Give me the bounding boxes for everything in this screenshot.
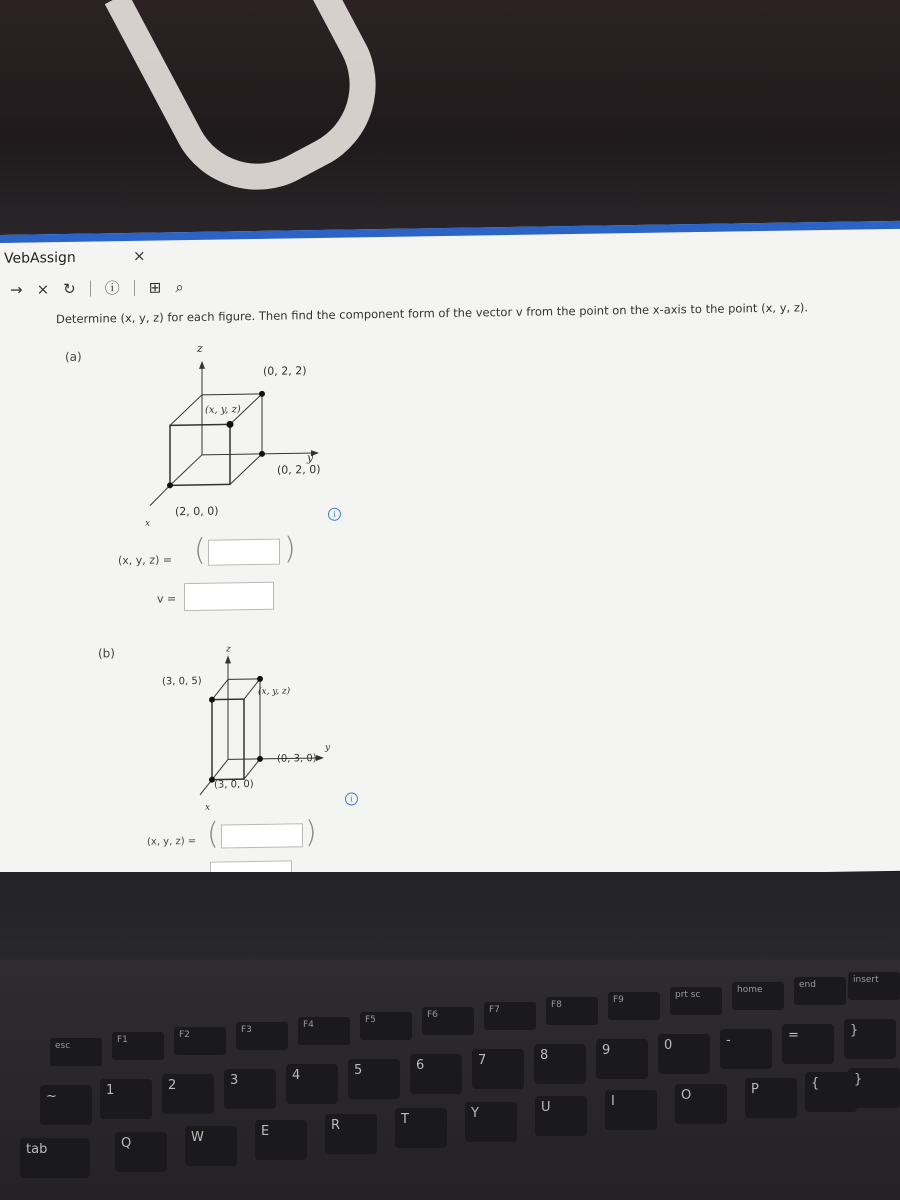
key-9[interactable]: 9	[596, 1039, 648, 1079]
part-a-xyz-label: (x, y, z) =	[118, 553, 173, 568]
key-left-brace[interactable]: {	[805, 1072, 857, 1112]
key-minus[interactable]: -	[720, 1029, 772, 1069]
search-icon[interactable]: ⌕	[175, 277, 184, 296]
point-y	[259, 451, 265, 457]
stop-icon[interactable]: ×	[36, 279, 50, 298]
tab-close-icon[interactable]: ×	[133, 246, 146, 265]
key-end[interactable]: end	[794, 977, 846, 1005]
key-6[interactable]: 6	[410, 1054, 462, 1094]
part-a-label: (a)	[65, 349, 82, 364]
key-4[interactable]: 4	[286, 1064, 338, 1104]
reload-icon[interactable]: ↻	[63, 279, 76, 298]
key-t[interactable]: T	[395, 1108, 447, 1148]
part-a-x-axis-label: x	[145, 518, 151, 529]
part-a-y-axis-label: y	[307, 451, 314, 465]
mug-image	[105, 0, 408, 221]
forward-icon[interactable]: →	[10, 280, 23, 299]
box-edge	[212, 759, 228, 779]
key-2[interactable]: 2	[162, 1074, 214, 1114]
part-a-figure	[130, 342, 360, 546]
part-b-xyz-input[interactable]	[221, 823, 303, 848]
key-f1[interactable]: F1	[112, 1032, 164, 1060]
part-b-label: (b)	[98, 646, 115, 661]
site-info-icon[interactable]: ⓘ	[104, 279, 120, 298]
nav-divider	[90, 280, 91, 296]
cube-edge	[170, 395, 202, 426]
part-a-point-y: (0, 2, 0)	[277, 462, 321, 477]
key-equals[interactable]: =	[782, 1024, 834, 1064]
key-i[interactable]: I	[605, 1090, 657, 1130]
point-top	[209, 697, 215, 703]
key-brace[interactable]: }	[844, 1019, 896, 1059]
point-x	[167, 482, 173, 488]
part-b-point-top: (3, 0, 5)	[162, 675, 202, 688]
part-b-info-icon[interactable]: i	[345, 792, 358, 805]
part-a-point-x: (2, 0, 0)	[175, 504, 219, 519]
right-paren-icon: )	[305, 815, 317, 851]
laptop-screen	[0, 221, 900, 885]
cube-edge	[230, 454, 262, 485]
point-xyz	[227, 421, 234, 428]
key-f6[interactable]: F6	[422, 1007, 474, 1035]
point-top	[259, 391, 265, 397]
part-a-v-input[interactable]	[184, 582, 274, 611]
key-8[interactable]: 8	[534, 1044, 586, 1084]
key-f8[interactable]: F8	[546, 997, 598, 1025]
part-b-y-axis-label: y	[325, 742, 331, 753]
key-f3[interactable]: F3	[236, 1022, 288, 1050]
key-f2[interactable]: F2	[174, 1027, 226, 1055]
z-arrowhead	[199, 361, 205, 369]
key-f5[interactable]: F5	[360, 1012, 412, 1040]
key-3[interactable]: 3	[224, 1069, 276, 1109]
part-b-point-x: (3, 0, 0)	[214, 779, 254, 791]
point-y	[257, 756, 263, 762]
cube-edge	[170, 455, 202, 486]
key-7[interactable]: 7	[472, 1049, 524, 1089]
key-esc[interactable]: esc	[50, 1038, 102, 1066]
y-arrowhead	[316, 755, 324, 761]
key-f4[interactable]: F4	[298, 1017, 350, 1045]
key-f9[interactable]: F9	[608, 992, 660, 1020]
part-a-info-icon[interactable]: i	[328, 508, 341, 521]
key-tilde[interactable]: ~	[40, 1085, 92, 1125]
right-paren-icon: )	[284, 531, 296, 567]
key-home[interactable]: home	[732, 982, 784, 1010]
box-edge	[244, 759, 260, 779]
question-prompt: Determine (x, y, z) for each figure. Then find the component form of the vector v from the point on the x-axis to the point (x, y, z).	[56, 300, 808, 327]
part-b-x-axis-label: x	[205, 802, 211, 813]
background-room	[0, 0, 900, 235]
key-u[interactable]: U	[535, 1096, 587, 1136]
part-a-point-top: (0, 2, 2)	[263, 364, 307, 378]
box-edge	[212, 679, 228, 699]
point-xyz	[257, 676, 263, 682]
browser-nav-bar	[10, 276, 184, 300]
key-q[interactable]: Q	[115, 1132, 167, 1172]
z-arrowhead	[225, 655, 231, 663]
key-right-brace[interactable]: }	[848, 1068, 900, 1108]
part-b-point-xyz: (x, y, z)	[258, 686, 291, 697]
part-b-xyz-label: (x, y, z) =	[147, 835, 197, 848]
browser-tab-title[interactable]: VebAssign	[4, 249, 76, 267]
key-1[interactable]: 1	[100, 1079, 152, 1119]
left-paren-icon: (	[194, 532, 206, 568]
key-r[interactable]: R	[325, 1114, 377, 1154]
key-prtsc[interactable]: prt sc	[670, 987, 722, 1015]
part-a-xyz-input[interactable]	[208, 539, 280, 566]
add-tab-icon[interactable]: ⊞	[148, 277, 162, 297]
part-b-z-axis-label: z	[226, 644, 231, 655]
x-axis	[150, 485, 170, 505]
key-y[interactable]: Y	[465, 1102, 517, 1142]
part-b-point-y: (0, 3, 0)	[277, 753, 317, 765]
part-a-point-xyz: (x, y, z)	[205, 404, 241, 416]
key-f7[interactable]: F7	[484, 1002, 536, 1030]
key-tab[interactable]: tab	[20, 1138, 90, 1178]
key-p[interactable]: P	[745, 1078, 797, 1118]
key-w[interactable]: W	[185, 1126, 237, 1166]
part-b-figure	[170, 648, 350, 821]
key-e[interactable]: E	[255, 1120, 307, 1160]
key-o[interactable]: O	[675, 1084, 727, 1124]
key-insert[interactable]: insert	[848, 972, 900, 1000]
nav-divider	[134, 279, 135, 295]
part-a-z-axis-label: z	[197, 341, 203, 355]
part-a-v-label: v =	[157, 592, 177, 606]
key-0[interactable]: 0	[658, 1034, 710, 1074]
laptop-keyboard	[0, 960, 900, 1200]
left-paren-icon: (	[207, 816, 219, 852]
key-5[interactable]: 5	[348, 1059, 400, 1099]
